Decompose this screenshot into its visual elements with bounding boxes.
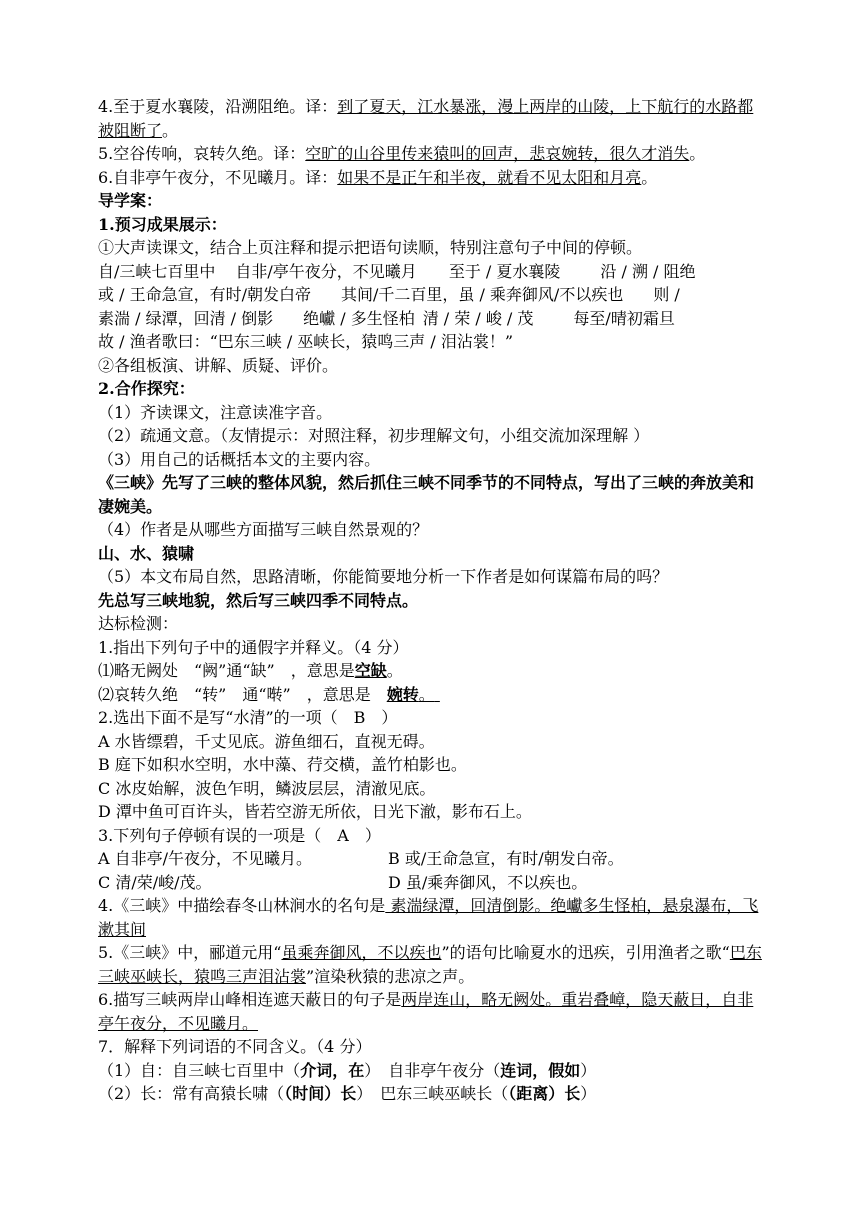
test-q1b: ⑵哀转久绝 “转” 通“啭” ，意思是 婉转。 bbox=[98, 683, 768, 707]
worksheet-page bbox=[98, 95, 768, 1106]
answer-blank: 巴东三峡巫峡长，猿鸣三声泪沾裳 bbox=[98, 943, 762, 986]
preview-heading: 1.预习成果展示： bbox=[98, 214, 227, 234]
test-q7b: （2）长：常有高猿长啸（（时间）长） 巴东三峡巫峡长（（距离）长） bbox=[98, 1084, 597, 1103]
pause-row-4: 故 / 渔者歌曰：“巴东三峡 / 巫峡长，猿鸣三声 / 泪沾裳！” bbox=[98, 332, 514, 351]
pause-row-2: 或 / 王命急宣，有时/朝发白帝 其间/千二百里，虽 / 乘奔御风/不以疾也 则 / bbox=[98, 285, 680, 304]
test-q5: 5.《三峡》中，郦道元用“虽乘奔御风，不以疾也”的语句比喻夏水的迅疾，引用渔者之歌“巴东三峡巫峡长，猿鸣三声泪沾裳”渲染秋猿的悲凉之声。 bbox=[98, 943, 762, 986]
test-heading: 达标检测： bbox=[98, 614, 179, 633]
translation-source: 5.空谷传响，哀转久绝。译： bbox=[98, 144, 306, 163]
answer-blank: 婉转。 bbox=[386, 684, 435, 704]
guide-title: 导学案： bbox=[98, 191, 163, 210]
translation-source: 4.至于夏水襄陵，沿溯阻绝。译： bbox=[98, 97, 338, 116]
translation-answer: 空旷的山谷里传来猿叫的回声，悲哀婉转，很久才消失 bbox=[305, 144, 690, 163]
q2-option-d: D 潭中鱼可百许头，皆若空游无所依，日光下澈，影布石上。 bbox=[98, 802, 532, 821]
coop-q1: （1）齐读课文，注意读准字音。 bbox=[98, 402, 333, 422]
preview-step2: ②各组板演、讲解、质疑、评价。 bbox=[98, 355, 339, 375]
coop-q3: （3）用自己的话概括本文的主要内容。 bbox=[98, 449, 381, 469]
pause-row-1: 自/三峡七百里中 自非/亭午夜分，不见曦月 至于 / 夏水襄陵 沿 / 溯 / 阻绝 bbox=[98, 261, 696, 281]
translation-answer: 到了夏天，江水暴涨，漫上两岸的山陵，上下航行的水路都被阻断了 bbox=[98, 97, 754, 140]
answer-blank: 虽乘奔御风，不以疾也 bbox=[281, 943, 442, 962]
translation-6: 6.自非亭午夜分，不见曦月。译：如果不是正午和半夜，就看不见太阳和月亮。 bbox=[98, 167, 658, 187]
test-q3: 3.下列句子停顿有误的一项是（ A ） bbox=[98, 825, 381, 845]
coop-a4: 山、水、猿啸 bbox=[98, 543, 195, 563]
translation-5: 5.空谷传响，哀转久绝。译：空旷的山谷里传来猿叫的回声，悲哀婉转，很久才消失。 bbox=[98, 144, 706, 163]
translation-answer: 如果不是正午和半夜，就看不见太阳和月亮 bbox=[337, 167, 642, 187]
pause-row-3: 素湍 / 绿潭，回清 / 倒影 绝巘 / 多生怪柏 清 / 荣 / 峻 / 茂 每至/晴初霜旦 bbox=[98, 308, 675, 328]
coop-q4: （4）作者是从哪些方面描写三峡自然景观的？ bbox=[98, 520, 429, 539]
q3-options-row-2: C 清/荣/峻/茂。 D 虽/乘奔御风，不以疾也。 bbox=[98, 872, 588, 892]
coop-heading: 2.合作探究： bbox=[98, 379, 195, 398]
coop-a5: 先总写三峡地貌，然后写三峡四季不同特点。 bbox=[98, 590, 419, 610]
answer-blank: 素湍绿潭，回清倒影。绝巘多生怪柏，悬泉瀑布，飞漱其间 bbox=[98, 896, 759, 939]
answer-blank: 两岸连山，略无阙处。重岩叠嶂，隐天蔽日，自非亭午夜分，不见曦月。 bbox=[98, 990, 754, 1033]
q2-option-b: B 庭下如积水空明，水中藻、荇交横，盖竹柏影也。 bbox=[98, 755, 467, 774]
coop-a3: 《三峡》先写了三峡的整体风貌，然后抓住三峡不同季节的不同特点，写出了三峡的奔放美和凄婉美。 bbox=[98, 473, 755, 516]
translation-source: 6.自非亭午夜分，不见曦月。译： bbox=[98, 167, 338, 187]
test-q7: 7．解释下列词语的不同含义。（4 分） bbox=[98, 1037, 372, 1056]
q3-options-row-1: A 自非亭/午夜分，不见曦月。 B 或/王命急宣，有时/朝发白帝。 bbox=[98, 849, 624, 868]
coop-q2: （2）疏通文意。（友情提示：对照注释，初步理解文句，小组交流加深理解 ） bbox=[98, 426, 650, 445]
preview-instruction: ①大声读课文，结合上页注释和提示把语句读顺，特别注意句子中间的停顿。 bbox=[98, 238, 643, 257]
q2-option-c: C 冰皮始解，波色乍明，鳞波层层，清澈见底。 bbox=[98, 778, 436, 798]
test-q2: 2.选出下面不是写“水清”的一项（ B ） bbox=[98, 708, 398, 727]
translation-4: 4.至于夏水襄陵，沿溯阻绝。译：到了夏天，江水暴涨，漫上两岸的山陵，上下航行的水路都被阻断了。 bbox=[98, 97, 754, 140]
test-q6: 6.描写三峡两岸山峰相连遮天蔽日的句子是两岸连山，略无阙处。重岩叠嶂，隐天蔽日，自非亭午夜分，不见曦月。 bbox=[98, 990, 754, 1033]
test-q4: 4.《三峡》中描绘春冬山林涧水的名句是 素湍绿潭，回清倒影。绝巘多生怪柏，悬泉瀑布，飞漱其间 bbox=[98, 896, 759, 939]
q2-option-a: A 水皆缥碧，千丈见底。游鱼细石，直视无碍。 bbox=[98, 731, 435, 751]
answer-blank: 空缺 bbox=[354, 661, 387, 680]
test-q1: 1.指出下列句子中的通假字并释义。（4 分） bbox=[98, 637, 409, 657]
test-q7a: （1）自：自三峡七百里中（介词，在） 自非亭午夜分（连词，假如） bbox=[98, 1060, 597, 1080]
coop-q5: （5）本文布局自然，思路清晰，你能简要地分析一下作者是如何谋篇布局的吗？ bbox=[98, 567, 669, 586]
test-q1a: ⑴略无阙处 “阙”通“缺” ，意思是空缺。 bbox=[98, 661, 403, 680]
